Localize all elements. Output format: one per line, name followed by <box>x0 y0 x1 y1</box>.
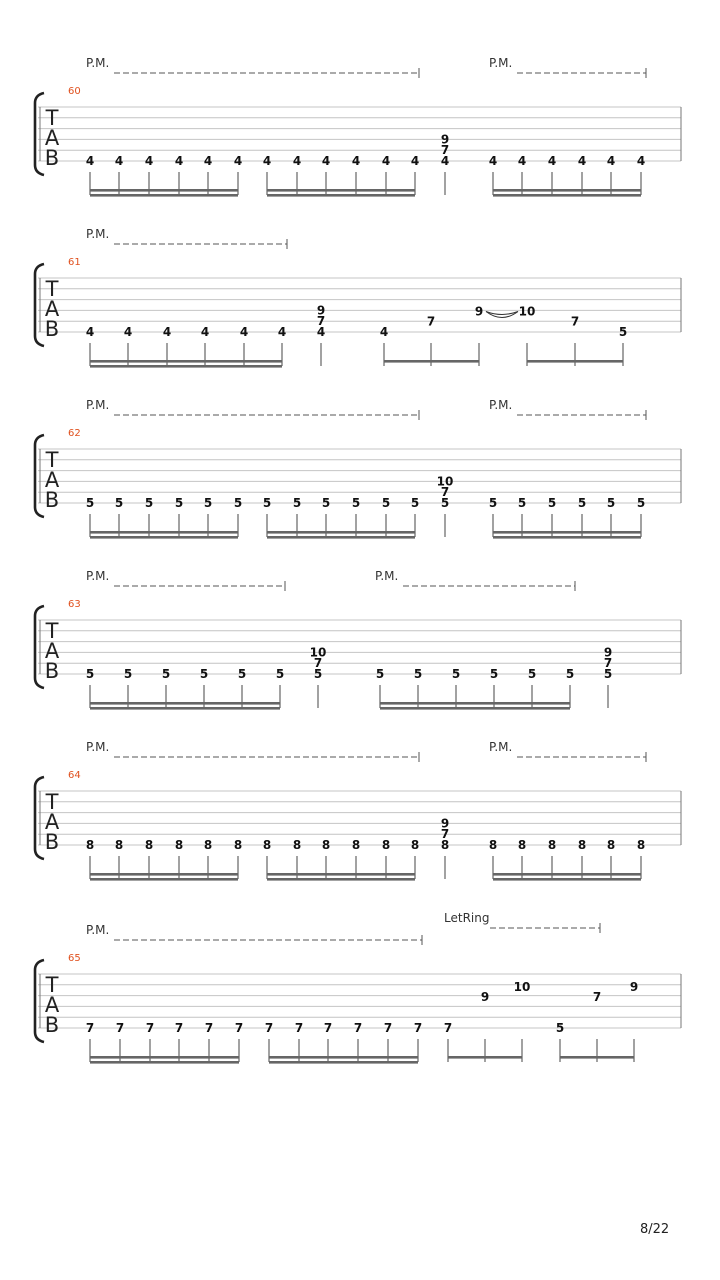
fret-number: 4 <box>606 154 616 168</box>
fret-number: 5 <box>489 667 499 681</box>
fret-number: 5 <box>488 496 498 510</box>
fret-number: 5 <box>203 496 213 510</box>
beam <box>267 531 415 534</box>
beam <box>267 878 415 881</box>
fret-number: 8 <box>410 838 420 852</box>
beam <box>493 873 641 876</box>
fret-number: 5 <box>262 496 272 510</box>
fret-number: 7 <box>440 485 450 500</box>
fret-number: 7 <box>383 1021 393 1035</box>
fret-number: 4 <box>381 154 391 168</box>
beam <box>90 873 238 876</box>
fret-number: 4 <box>114 154 124 168</box>
fret-number: 9 <box>316 303 326 318</box>
fret-number: 4 <box>233 154 243 168</box>
beam <box>90 365 282 368</box>
beam <box>90 194 238 197</box>
beam <box>267 536 415 539</box>
fret-number: 4 <box>162 325 172 339</box>
tab-clef-letter: B <box>44 488 60 512</box>
tab-clef-letter: A <box>44 126 60 150</box>
palm-mute-label: P.M. <box>489 56 513 70</box>
fret-number: 10 <box>436 474 454 489</box>
fret-number: 4 <box>123 325 133 339</box>
fret-number: 4 <box>636 154 646 168</box>
tab-clef-letter: A <box>44 639 60 663</box>
beam <box>90 360 282 363</box>
fret-number: 4 <box>144 154 154 168</box>
beam <box>90 707 280 710</box>
fret-number: 5 <box>603 667 613 681</box>
tab-system-61 <box>35 227 681 368</box>
fret-number: 4 <box>517 154 527 168</box>
tab-system-62 <box>35 398 681 539</box>
palm-mute-label: P.M. <box>489 740 513 754</box>
palm-mute-label: P.M. <box>375 569 399 583</box>
tab-clef-letter: A <box>44 993 60 1017</box>
fret-number: 7 <box>443 1021 453 1035</box>
palm-mute-label: P.M. <box>86 569 110 583</box>
beam <box>90 878 238 881</box>
fret-number: 4 <box>577 154 587 168</box>
fret-number: 5 <box>351 496 361 510</box>
fret-number: 4 <box>277 325 287 339</box>
fret-number: 8 <box>636 838 646 852</box>
beam <box>267 873 415 876</box>
bar-number: 60 <box>68 86 81 97</box>
fret-number: 4 <box>410 154 420 168</box>
tab-clef-letter: T <box>45 790 59 814</box>
fret-number: 8 <box>321 838 331 852</box>
fret-number: 8 <box>233 838 243 852</box>
tab-system-65 <box>35 911 681 1064</box>
beam <box>90 536 238 539</box>
fret-number: 7 <box>426 314 436 329</box>
fret-number: 5 <box>85 496 95 510</box>
fret-number: 7 <box>413 1021 423 1035</box>
bar-number: 64 <box>68 770 81 781</box>
beam <box>90 702 280 705</box>
fret-number: 5 <box>292 496 302 510</box>
fret-number: 5 <box>618 325 628 339</box>
fret-number: 5 <box>233 496 243 510</box>
tab-clef-letter: A <box>44 468 60 492</box>
fret-number: 7 <box>294 1021 304 1035</box>
fret-number: 4 <box>316 325 326 339</box>
fret-number: 7 <box>440 827 450 842</box>
tab-clef-letter: B <box>44 1013 60 1037</box>
beam <box>90 1061 239 1064</box>
tab-system-63 <box>35 569 681 710</box>
fret-number: 4 <box>85 325 95 339</box>
fret-number: 4 <box>203 154 213 168</box>
fret-number: 5 <box>313 667 323 681</box>
fret-number: 4 <box>174 154 184 168</box>
fret-number: 7 <box>204 1021 214 1035</box>
fret-number: 5 <box>410 496 420 510</box>
fret-number: 5 <box>199 667 209 681</box>
fret-number: 9 <box>480 990 490 1005</box>
fret-number: 8 <box>203 838 213 852</box>
fret-number: 4 <box>440 154 450 168</box>
beam <box>384 360 479 363</box>
fret-number: 8 <box>381 838 391 852</box>
beam <box>493 194 641 197</box>
fret-number: 7 <box>603 656 613 671</box>
fret-number: 8 <box>144 838 154 852</box>
palm-mute-label: P.M. <box>86 923 110 937</box>
fret-number: 7 <box>353 1021 363 1035</box>
beam <box>527 360 623 363</box>
fret-number: 4 <box>292 154 302 168</box>
fret-number: 4 <box>85 154 95 168</box>
palm-mute-label: P.M. <box>86 227 110 241</box>
fret-number: 9 <box>629 979 639 994</box>
fret-number: 5 <box>375 667 385 681</box>
tab-clef-letter: T <box>45 277 59 301</box>
fret-number: 5 <box>413 667 423 681</box>
beam <box>493 878 641 881</box>
tab-clef-letter: T <box>45 106 59 130</box>
fret-number: 5 <box>321 496 331 510</box>
fret-number: 7 <box>85 1021 95 1035</box>
fret-number: 8 <box>85 838 95 852</box>
fret-number: 5 <box>114 496 124 510</box>
fret-number: 7 <box>145 1021 155 1035</box>
fret-number: 8 <box>547 838 557 852</box>
fret-number: 9 <box>440 132 450 147</box>
beam <box>90 1056 239 1059</box>
fret-number: 4 <box>351 154 361 168</box>
fret-number: 8 <box>488 838 498 852</box>
palm-mute-label: P.M. <box>86 56 110 70</box>
fret-number: 7 <box>440 143 450 158</box>
fret-number: 5 <box>85 667 95 681</box>
beam <box>380 702 570 705</box>
fret-number: 8 <box>517 838 527 852</box>
beam <box>267 194 415 197</box>
fret-number: 5 <box>606 496 616 510</box>
fret-number: 9 <box>603 645 613 660</box>
beam <box>560 1056 634 1059</box>
fret-number: 5 <box>144 496 154 510</box>
tab-clef-letter: T <box>45 973 59 997</box>
fret-number: 10 <box>309 645 327 660</box>
fret-number: 7 <box>174 1021 184 1035</box>
fret-number: 7 <box>592 990 602 1005</box>
tab-system-64 <box>35 740 681 881</box>
fret-number: 5 <box>555 1021 565 1035</box>
fret-number: 7 <box>570 314 580 329</box>
fret-number: 4 <box>239 325 249 339</box>
fret-number: 4 <box>200 325 210 339</box>
beam <box>269 1061 418 1064</box>
bar-number: 61 <box>68 257 81 268</box>
fret-number: 4 <box>262 154 272 168</box>
fret-number: 5 <box>565 667 575 681</box>
fret-number: 8 <box>174 838 184 852</box>
fret-number: 4 <box>321 154 331 168</box>
tab-clef-letter: B <box>44 146 60 170</box>
fret-number: 4 <box>488 154 498 168</box>
fret-number: 8 <box>606 838 616 852</box>
fret-number: 5 <box>547 496 557 510</box>
fret-number: 9 <box>474 304 484 319</box>
fret-number: 5 <box>527 667 537 681</box>
tab-clef-letter: T <box>45 619 59 643</box>
fret-number: 5 <box>275 667 285 681</box>
beam <box>90 531 238 534</box>
tab-system-60 <box>35 56 681 197</box>
bar-number: 62 <box>68 428 81 439</box>
beam <box>493 189 641 192</box>
fret-number: 9 <box>440 816 450 831</box>
tab-clef-letter: B <box>44 830 60 854</box>
fret-number: 7 <box>234 1021 244 1035</box>
beam <box>448 1056 522 1059</box>
fret-number: 8 <box>292 838 302 852</box>
page-number: 8/22 <box>640 1222 670 1237</box>
palm-mute-label: P.M. <box>489 398 513 412</box>
fret-number: 5 <box>451 667 461 681</box>
beam <box>269 1056 418 1059</box>
beam <box>493 531 641 534</box>
tab-clef-letter: A <box>44 810 60 834</box>
palm-mute-label: P.M. <box>86 740 110 754</box>
fret-number: 8 <box>577 838 587 852</box>
fret-number: 10 <box>518 304 536 319</box>
fret-number: 5 <box>381 496 391 510</box>
fret-number: 5 <box>577 496 587 510</box>
fret-number: 8 <box>262 838 272 852</box>
fret-number: 8 <box>440 838 450 852</box>
fret-number: 5 <box>517 496 527 510</box>
fret-number: 5 <box>161 667 171 681</box>
fret-number: 7 <box>264 1021 274 1035</box>
fret-number: 7 <box>313 656 323 671</box>
fret-number: 5 <box>123 667 133 681</box>
bar-number: 65 <box>68 953 81 964</box>
palm-mute-label: P.M. <box>86 398 110 412</box>
tab-clef-letter: B <box>44 317 60 341</box>
fret-number: 7 <box>323 1021 333 1035</box>
beam <box>267 189 415 192</box>
beam <box>380 707 570 710</box>
fret-number: 8 <box>351 838 361 852</box>
beam <box>90 189 238 192</box>
fret-number: 5 <box>174 496 184 510</box>
tab-clef-letter: B <box>44 659 60 683</box>
beam <box>493 536 641 539</box>
fret-number: 5 <box>440 496 450 510</box>
let-ring-label: LetRing <box>444 911 490 925</box>
bar-number: 63 <box>68 599 81 610</box>
fret-number: 7 <box>316 314 326 329</box>
tab-clef-letter: A <box>44 297 60 321</box>
fret-number: 5 <box>636 496 646 510</box>
fret-number: 4 <box>379 325 389 339</box>
fret-number: 7 <box>115 1021 125 1035</box>
fret-number: 4 <box>547 154 557 168</box>
tab-clef-letter: T <box>45 448 59 472</box>
fret-number: 10 <box>513 979 531 994</box>
fret-number: 8 <box>114 838 124 852</box>
fret-number: 5 <box>237 667 247 681</box>
